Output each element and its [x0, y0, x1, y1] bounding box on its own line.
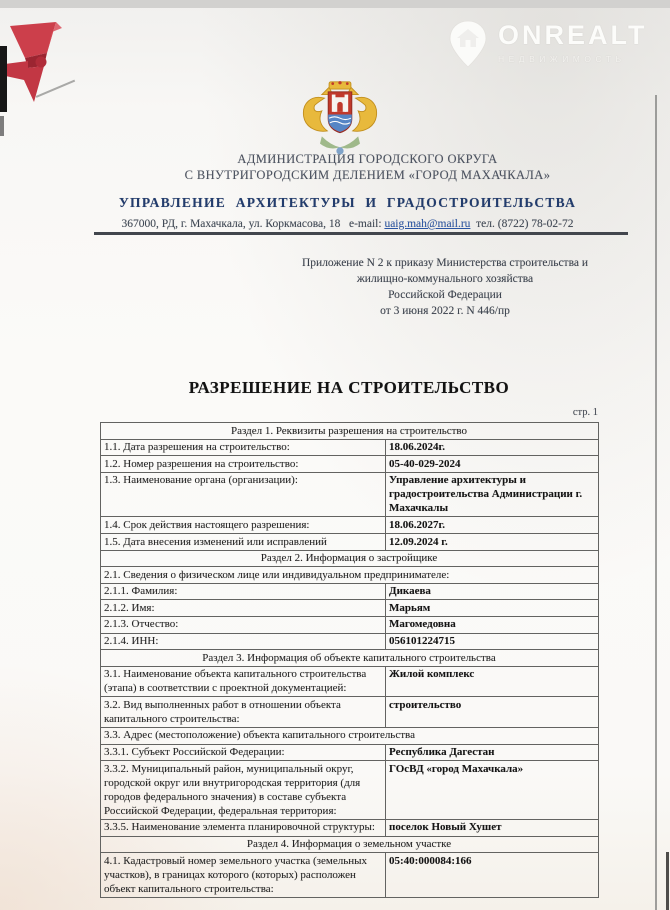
scan-top-edge: [0, 0, 670, 8]
section-header: Раздел 3. Информация об объекте капитального строительства: [101, 650, 599, 667]
field-label: 1.1. Дата разрешения на строительство:: [101, 439, 386, 456]
annex-line: Российской Федерации: [388, 289, 502, 301]
table-row: [101, 761, 599, 820]
table-row: [101, 697, 599, 728]
field-label: 3.3.1. Субъект Российской Федерации:: [101, 744, 386, 761]
table-row: [101, 633, 599, 650]
field-value: 18.06.2024г.: [386, 439, 599, 456]
table-row: [101, 819, 599, 836]
field-value: поселок Новый Хушет: [386, 819, 599, 836]
field-label: 2.1.4. ИНН:: [101, 633, 386, 650]
email-label: e-mail:: [348, 218, 382, 230]
field-value: строительство: [386, 697, 599, 728]
permit-table-body: [101, 423, 599, 898]
field-label: 1.4. Срок действия настоящего разрешения:: [101, 517, 386, 534]
table-row: [101, 616, 599, 633]
page-right-edge: [655, 95, 657, 910]
field-value: Управление архитектуры и градостроительства Администрации г. Махачкалы: [386, 472, 599, 517]
org-name-line2: С ВНУТРИГОРОДСКИМ ДЕЛЕНИЕМ «ГОРОД МАХАЧКАЛА»: [184, 168, 551, 182]
field-value: Республика Дагестан: [386, 744, 599, 761]
city-coat-of-arms: [294, 80, 386, 160]
field-value: Жилой комплекс: [386, 666, 599, 697]
permit-table: [100, 422, 599, 898]
field-label: 3.3.5. Наименование элемента планировочной структуры:: [101, 819, 386, 836]
scan-left-edge-mark-small: [0, 116, 4, 136]
document-title: РАЗРЕШЕНИЕ НА СТРОИТЕЛЬСТВО: [188, 378, 510, 397]
field-value: Магомедовна: [386, 616, 599, 633]
table-row: [101, 600, 599, 617]
department-name: УПРАВЛЕНИЕ АРХИТЕКТУРЫ И ГРАДОСТРОИТЕЛЬСТВА: [118, 195, 577, 210]
header-divider: [94, 232, 628, 235]
table-row: [101, 666, 599, 697]
section-header: Раздел 1. Реквизиты разрешения на строительство: [101, 423, 599, 440]
org-name-line1: АДМИНИСТРАЦИЯ ГОРОДСКОГО ОКРУГА: [237, 152, 498, 166]
house-pin-icon: [448, 20, 488, 70]
field-value: ГОсВД «город Махачкала»: [386, 761, 599, 820]
field-value: Марьям: [386, 600, 599, 617]
table-row: [101, 567, 599, 584]
phone-number: тел. (8722) 78-02-72: [476, 218, 574, 230]
field-value: 056101224715: [386, 633, 599, 650]
postal-address: 367000, РД, г. Махачкала, ул. Коркмасова, 18: [121, 218, 341, 230]
field-label: 3.2. Вид выполненных работ в отношении объекта капитального строительства:: [101, 697, 386, 728]
table-row: [101, 534, 599, 551]
field-label: 2.1.3. Отчество:: [101, 616, 386, 633]
table-row: [101, 744, 599, 761]
watermark: [448, 20, 648, 70]
field-value: 05-40-029-2024: [386, 456, 599, 473]
table-row: [101, 583, 599, 600]
field-value: 18.06.2027г.: [386, 517, 599, 534]
watermark-brand: ONREALT: [498, 20, 648, 50]
section-header-row: [101, 550, 599, 567]
field-label: 1.3. Наименование органа (организации):: [101, 472, 386, 517]
annex-line: жилищно-коммунального хозяйства: [356, 273, 534, 285]
field-value: 12.09.2024 г.: [386, 534, 599, 551]
red-ribbon-artifact: [0, 18, 66, 110]
field-value: 05:40:000084:166: [386, 853, 599, 898]
field-label: 2.1. Сведения о физическом лице или индивидуальном предпринимателе:: [101, 567, 599, 584]
table-row: [101, 517, 599, 534]
annex-line: Приложение N 2 к приказу Министерства строительства и: [301, 257, 588, 269]
field-label: 3.1. Наименование объекта капитального строительства (этапа) в соответствии с проектной документацией:: [101, 666, 386, 697]
field-label: 3.3.2. Муниципальный район, муниципальный округ, городской округ или внутригородская территория (для городов федерального значения) в составе субъекта Российской Федерации, федеральная территория:: [101, 761, 386, 820]
contact-line: [80, 218, 615, 230]
table-row: [101, 456, 599, 473]
field-label: 1.2. Номер разрешения на строительство:: [101, 456, 386, 473]
table-row: [101, 439, 599, 456]
section-header: Раздел 4. Информация о земельном участке: [101, 836, 599, 853]
table-row: [101, 472, 599, 517]
table-row: [101, 727, 599, 744]
field-label: 1.5. Дата внесения изменений или исправлений: [101, 534, 386, 551]
table-row: [101, 853, 599, 898]
annex-line: от 3 июня 2022 г. N 446/пр: [380, 305, 510, 317]
scan-left-edge-mark: [0, 46, 7, 112]
section-header-row: [101, 423, 599, 440]
page-number-label: стр. 1: [572, 407, 598, 418]
field-label: 3.3. Адрес (местоположение) объекта капитального строительства: [101, 727, 599, 744]
field-value: Дикаева: [386, 583, 599, 600]
section-header-row: [101, 836, 599, 853]
watermark-subtitle: НЕДВИЖИМОСТЬ: [498, 54, 626, 64]
field-label: 2.1.2. Имя:: [101, 600, 386, 617]
field-label: 2.1.1. Фамилия:: [101, 583, 386, 600]
annex-reference: [280, 255, 610, 319]
field-label: 4.1. Кадастровый номер земельного участка (земельных участков), в границах которого (которых) расположен объект капитального строительства:: [101, 853, 386, 898]
section-header-row: [101, 650, 599, 667]
section-header: Раздел 2. Информация о застройщике: [101, 550, 599, 567]
email-text: uaig.mah@mail.ru: [384, 218, 471, 230]
page-corner-shadow: [666, 852, 669, 910]
